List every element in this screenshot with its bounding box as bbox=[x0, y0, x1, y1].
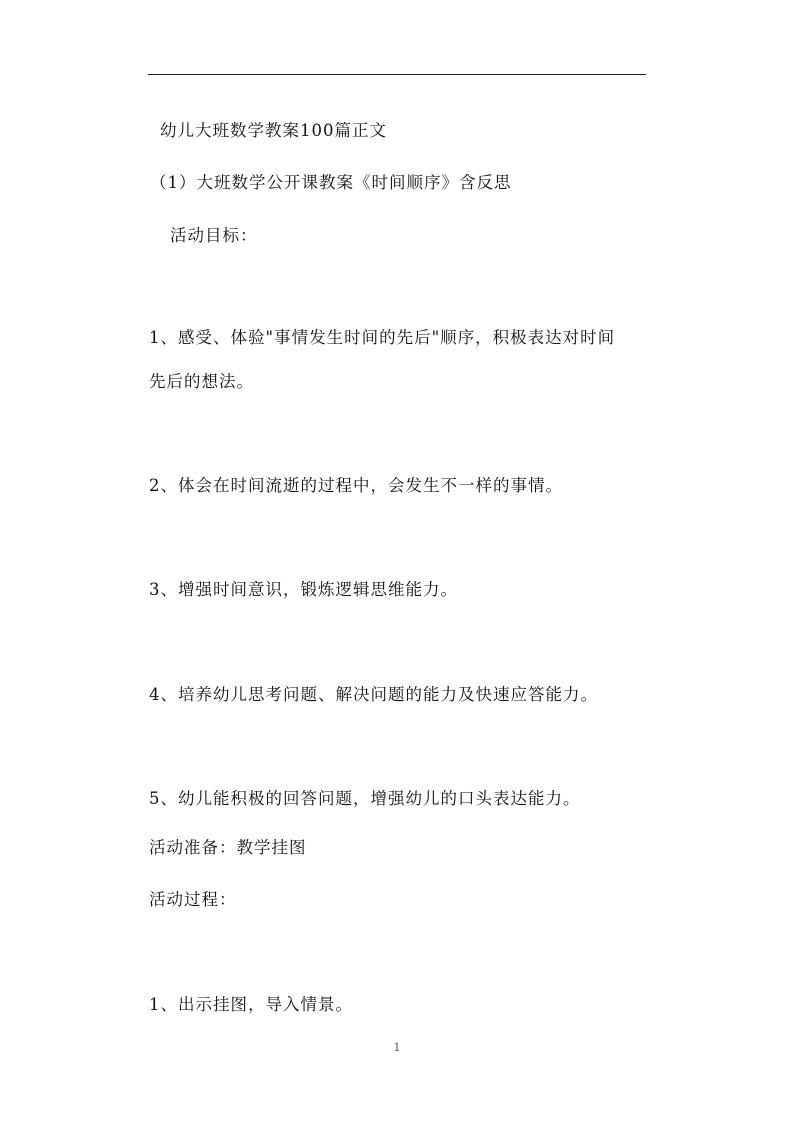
process-heading: 活动过程： bbox=[149, 890, 237, 909]
objective-item: 2、体会在时间流逝的过程中，会发生不一样的事情。 bbox=[149, 476, 563, 495]
objectives-heading: 活动目标： bbox=[170, 226, 258, 245]
document-title: 幼儿大班数学教案100篇正文 bbox=[160, 121, 387, 140]
objective-item: 5、幼儿能积极的回答问题，增强幼儿的口头表达能力。 bbox=[149, 789, 581, 808]
header-rule bbox=[148, 74, 646, 75]
objective-item: 4、培养幼儿思考问题、解决问题的能力及快速应答能力。 bbox=[149, 685, 598, 704]
objective-item: 1、感受、体验"事情发生时间的先后"顺序，积极表达对时间 bbox=[149, 328, 616, 347]
preparation-line: 活动准备：教学挂图 bbox=[149, 838, 307, 857]
process-step: 1、出示挂图，导入情景。 bbox=[149, 995, 353, 1014]
objective-item-continuation: 先后的想法。 bbox=[149, 372, 254, 391]
page-number: 1 bbox=[393, 1041, 401, 1054]
document-subtitle: （1）大班数学公开课教案《时间顺序》含反思 bbox=[150, 173, 512, 192]
objective-item: 3、增强时间意识，锻炼逻辑思维能力。 bbox=[149, 580, 458, 599]
